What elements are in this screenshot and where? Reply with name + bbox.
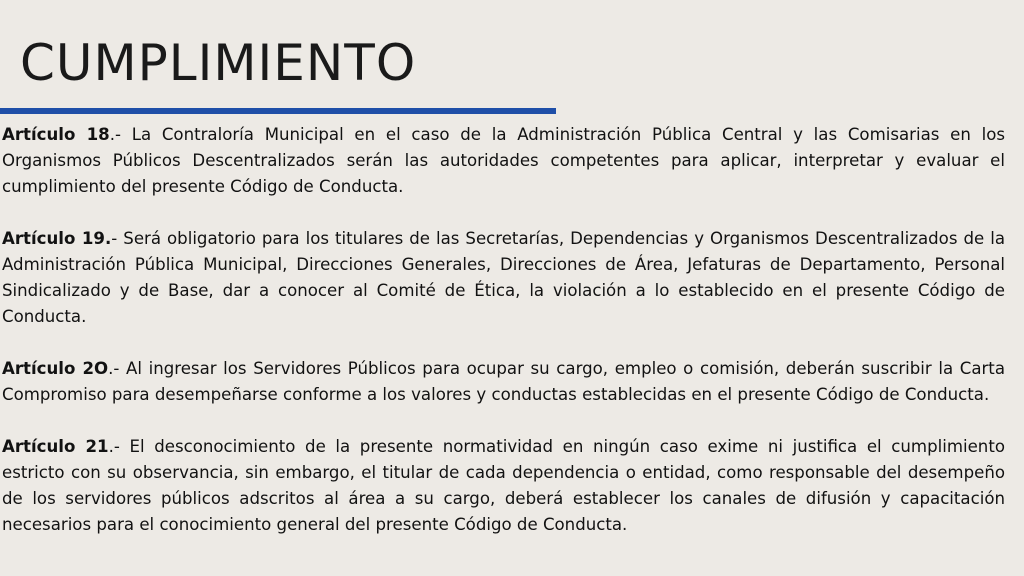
article-text: - Será obligatorio para los titulares de las Secretarías, Dependencias y Organismos Descentralizados de la Administración Pública Municipal, Direcciones Generales, Direcciones de Área, Jefaturas de Departamento, Personal Sindicalizado y de Base, dar a conocer al Comité de Ética, la violación a lo establecido en el presente Código de Conducta. xyxy=(2,229,1005,326)
article-heading: Artículo 2O xyxy=(2,359,109,378)
title-underline xyxy=(0,108,556,114)
articles-body xyxy=(2,122,1005,538)
article-heading: Artículo 18 xyxy=(2,125,110,144)
article-heading: Artículo 21 xyxy=(2,437,109,456)
article-text: .- La Contraloría Municipal en el caso de la Administración Pública Central y las Comisarias en los Organismos Públicos Descentralizados serán las autoridades competentes para aplicar, interpretar y evaluar el cumplimiento del presente Código de Conducta. xyxy=(2,125,1005,196)
slide-title: CUMPLIMIENTO xyxy=(20,34,417,92)
article-18 xyxy=(2,122,1005,200)
article-21 xyxy=(2,434,1005,538)
article-heading: Artículo 19. xyxy=(2,229,112,248)
article-20 xyxy=(2,356,1005,408)
article-text: .- Al ingresar los Servidores Públicos para ocupar su cargo, empleo o comisión, deberán suscribir la Carta Compromiso para desempeñarse conforme a los valores y conductas establecidas en el presente Código de Conducta. xyxy=(2,359,1005,404)
article-19 xyxy=(2,226,1005,330)
article-text: .- El desconocimiento de la presente normatividad en ningún caso exime ni justifica el cumplimiento estricto con su observancia, sin embargo, el titular de cada dependencia o entidad, como responsable del desempeño de los servidores públicos adscritos al área a su cargo, deberá establecer los canales de difusión y capacitación necesarios para el conocimiento general del presente Código de Conducta. xyxy=(2,437,1005,534)
